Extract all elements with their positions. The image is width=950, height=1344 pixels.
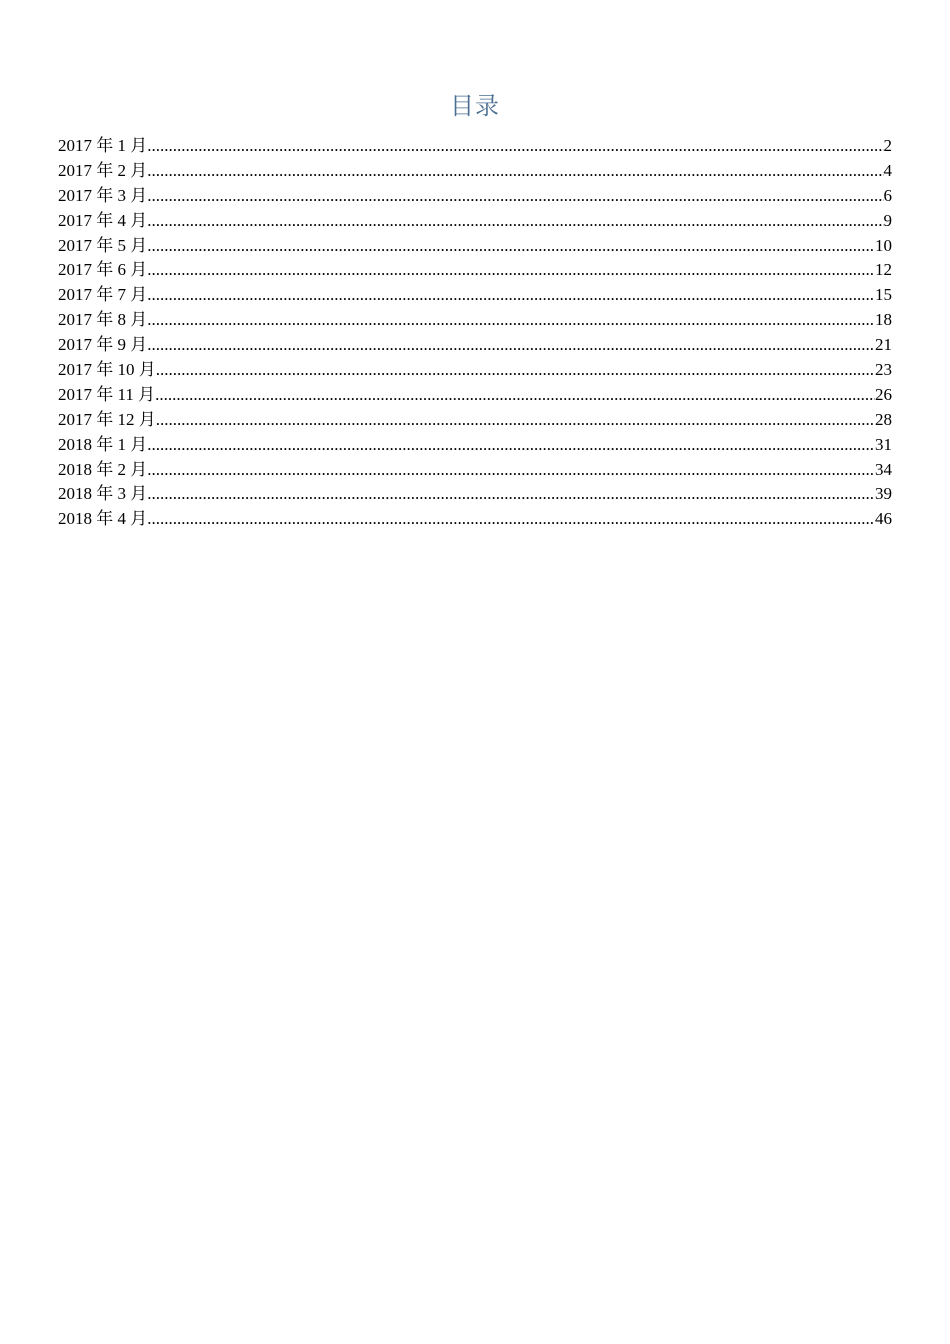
toc-entry-label: 2017 年 5 月 xyxy=(58,235,148,255)
toc-entry[interactable] xyxy=(58,482,892,507)
toc-page-number: 18 xyxy=(875,310,892,330)
toc-dot-leader xyxy=(147,159,883,184)
toc-entry-label: 2018 年 4 月 xyxy=(58,509,148,529)
toc-dot-leader xyxy=(156,408,875,433)
toc-entry[interactable] xyxy=(58,358,892,383)
toc-page-number: 28 xyxy=(875,409,892,429)
toc-page-number: 31 xyxy=(875,434,892,454)
toc-entry[interactable] xyxy=(58,333,892,358)
toc-page-number: 34 xyxy=(875,459,892,479)
toc-entry[interactable] xyxy=(58,184,892,209)
toc-entry[interactable] xyxy=(58,458,892,483)
toc-entry[interactable] xyxy=(58,159,892,184)
toc-entry-label: 2017 年 6 月 xyxy=(58,260,148,280)
toc-entry[interactable] xyxy=(58,383,892,408)
toc-dot-leader xyxy=(147,433,875,458)
toc-page-number: 12 xyxy=(875,260,892,280)
toc-entry-label: 2017 年 2 月 xyxy=(58,160,148,180)
toc-entry-label: 2017 年 3 月 xyxy=(58,185,148,205)
toc-entry-label: 2017 年 4 月 xyxy=(58,210,148,230)
toc-page-number: 26 xyxy=(875,384,892,404)
toc-entry[interactable] xyxy=(58,234,892,259)
toc-dot-leader xyxy=(147,308,875,333)
toc-page-number: 10 xyxy=(875,235,892,255)
toc-page-number: 39 xyxy=(875,484,892,504)
toc-entry-label: 2017 年 12 月 xyxy=(58,409,156,429)
toc-page-number: 15 xyxy=(875,285,892,305)
toc-entry[interactable] xyxy=(58,134,892,159)
toc-entry-label: 2017 年 10 月 xyxy=(58,360,156,380)
toc-entry-label: 2017 年 1 月 xyxy=(58,136,148,155)
toc-entry[interactable] xyxy=(58,283,892,308)
toc-dot-leader xyxy=(147,134,883,159)
toc-page-number: 2 xyxy=(883,136,892,155)
toc-entry[interactable] xyxy=(58,433,892,458)
toc-entry-label: 2017 年 11 月 xyxy=(58,384,156,404)
toc-list xyxy=(58,134,892,532)
toc-entry-label: 2017 年 8 月 xyxy=(58,310,148,330)
toc-dot-leader xyxy=(147,234,875,259)
toc-page-number: 23 xyxy=(875,360,892,380)
toc-page-number: 6 xyxy=(883,185,892,205)
toc-entry[interactable] xyxy=(58,258,892,283)
toc-dot-leader xyxy=(147,258,875,283)
toc-entry[interactable] xyxy=(58,507,892,532)
toc-entry-label: 2018 年 2 月 xyxy=(58,459,148,479)
toc-dot-leader xyxy=(156,358,875,383)
toc-page-number: 4 xyxy=(883,160,892,180)
toc-entry[interactable] xyxy=(58,408,892,433)
toc-entry[interactable] xyxy=(58,209,892,234)
toc-dot-leader xyxy=(147,458,875,483)
toc-dot-leader xyxy=(147,283,875,308)
toc-dot-leader xyxy=(147,209,883,234)
toc-dot-leader xyxy=(147,482,875,507)
toc-page-number: 46 xyxy=(875,509,892,529)
toc-entry[interactable] xyxy=(58,308,892,333)
toc-dot-leader xyxy=(147,184,883,209)
toc-dot-leader xyxy=(147,333,875,358)
toc-entry-label: 2018 年 1 月 xyxy=(58,434,148,454)
toc-dot-leader xyxy=(155,383,875,408)
toc-entry-label: 2017 年 7 月 xyxy=(58,285,148,305)
toc-page-number: 21 xyxy=(875,335,892,355)
toc-page-number: 9 xyxy=(883,210,892,230)
toc-title: 目录 xyxy=(450,92,500,120)
toc-dot-leader xyxy=(147,507,875,532)
toc-entry-label: 2017 年 9 月 xyxy=(58,335,148,355)
toc-entry-label: 2018 年 3 月 xyxy=(58,484,148,504)
